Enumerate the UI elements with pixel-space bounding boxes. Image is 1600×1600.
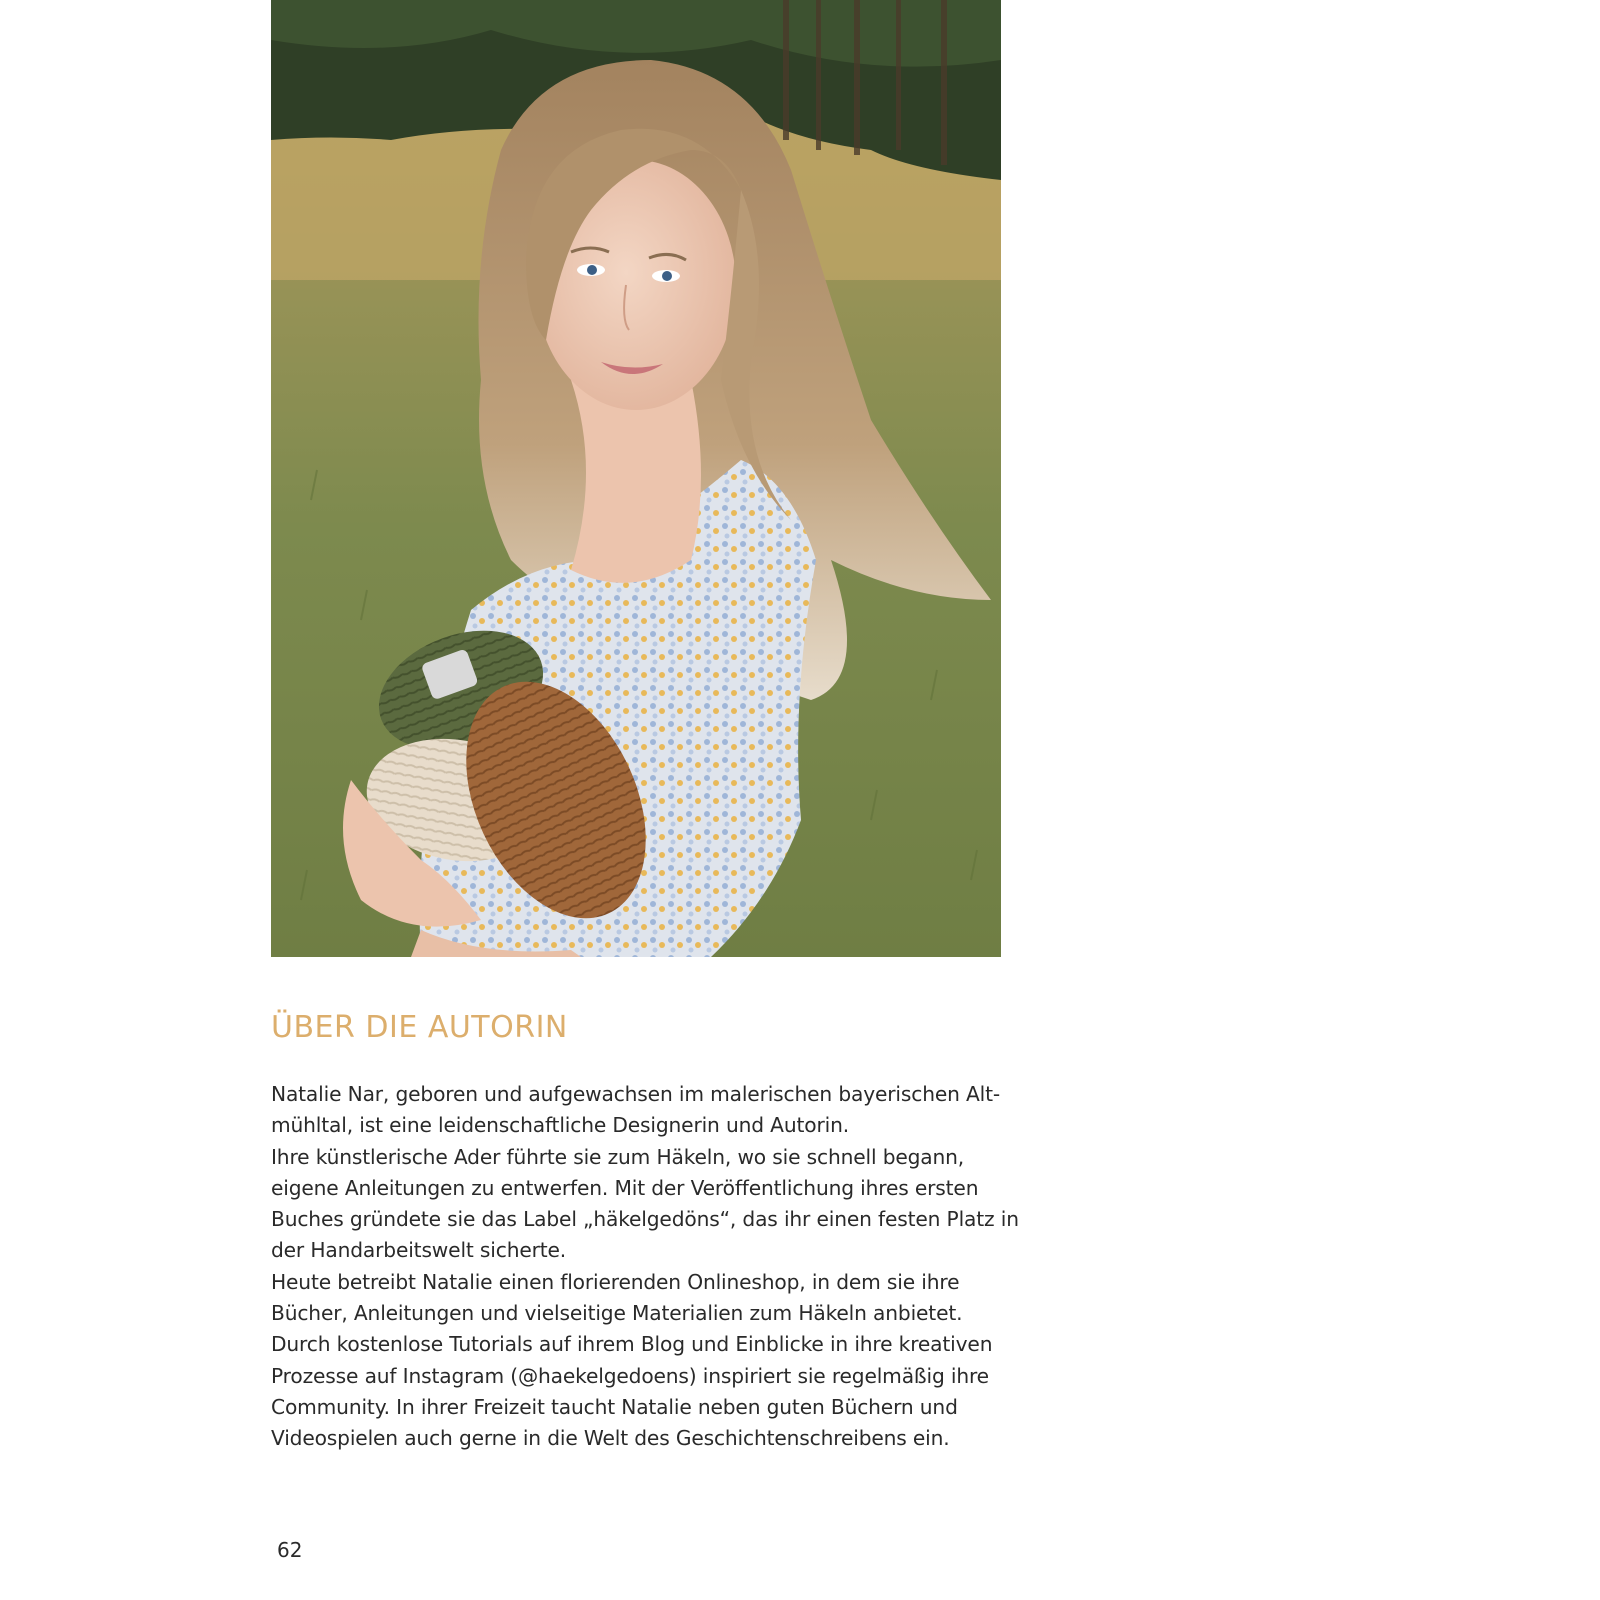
page-number: 62 xyxy=(277,1538,303,1562)
bio-line: Heute betreibt Natalie einen florierenden Onlineshop, in dem sie ihre xyxy=(271,1269,960,1294)
author-bio xyxy=(271,1079,1019,1455)
bio-line: Community. In ihrer Freizeit taucht Natalie neben guten Büchern und xyxy=(271,1394,958,1419)
bio-line: Buches gründete sie das Label „häkelgedöns“, das ihr einen festen Platz in xyxy=(271,1207,1019,1232)
bio-line: mühltal, ist eine leidenschaftliche Designerin und Autorin. xyxy=(271,1113,849,1138)
bio-line: Prozesse auf Instagram (@haekelgedoens) inspiriert sie regelmäßig ihre xyxy=(271,1363,989,1388)
bio-line: Videospielen auch gerne in die Welt des Geschichtenschreibens ein. xyxy=(271,1426,950,1451)
author-photo xyxy=(271,0,1001,957)
bio-line: Natalie Nar, geboren und aufgewachsen im malerischen bayerischen Alt- xyxy=(271,1082,1001,1106)
bio-line: Durch kostenlose Tutorials auf ihrem Blog und Einblicke in ihre kreativen xyxy=(271,1332,993,1357)
bio-line: eigene Anleitungen zu entwerfen. Mit der Veröffentlichung ihres ersten xyxy=(271,1175,979,1200)
bio-line: Ihre künstlerische Ader führte sie zum Häkeln, wo sie schnell begann, xyxy=(271,1144,965,1169)
section-heading: ÜBER DIE AUTORIN xyxy=(271,1010,568,1045)
bio-line: der Handarbeitswelt sicherte. xyxy=(271,1238,567,1263)
bio-line: Bücher, Anleitungen und vielseitige Materialien zum Häkeln anbietet. xyxy=(271,1301,963,1326)
